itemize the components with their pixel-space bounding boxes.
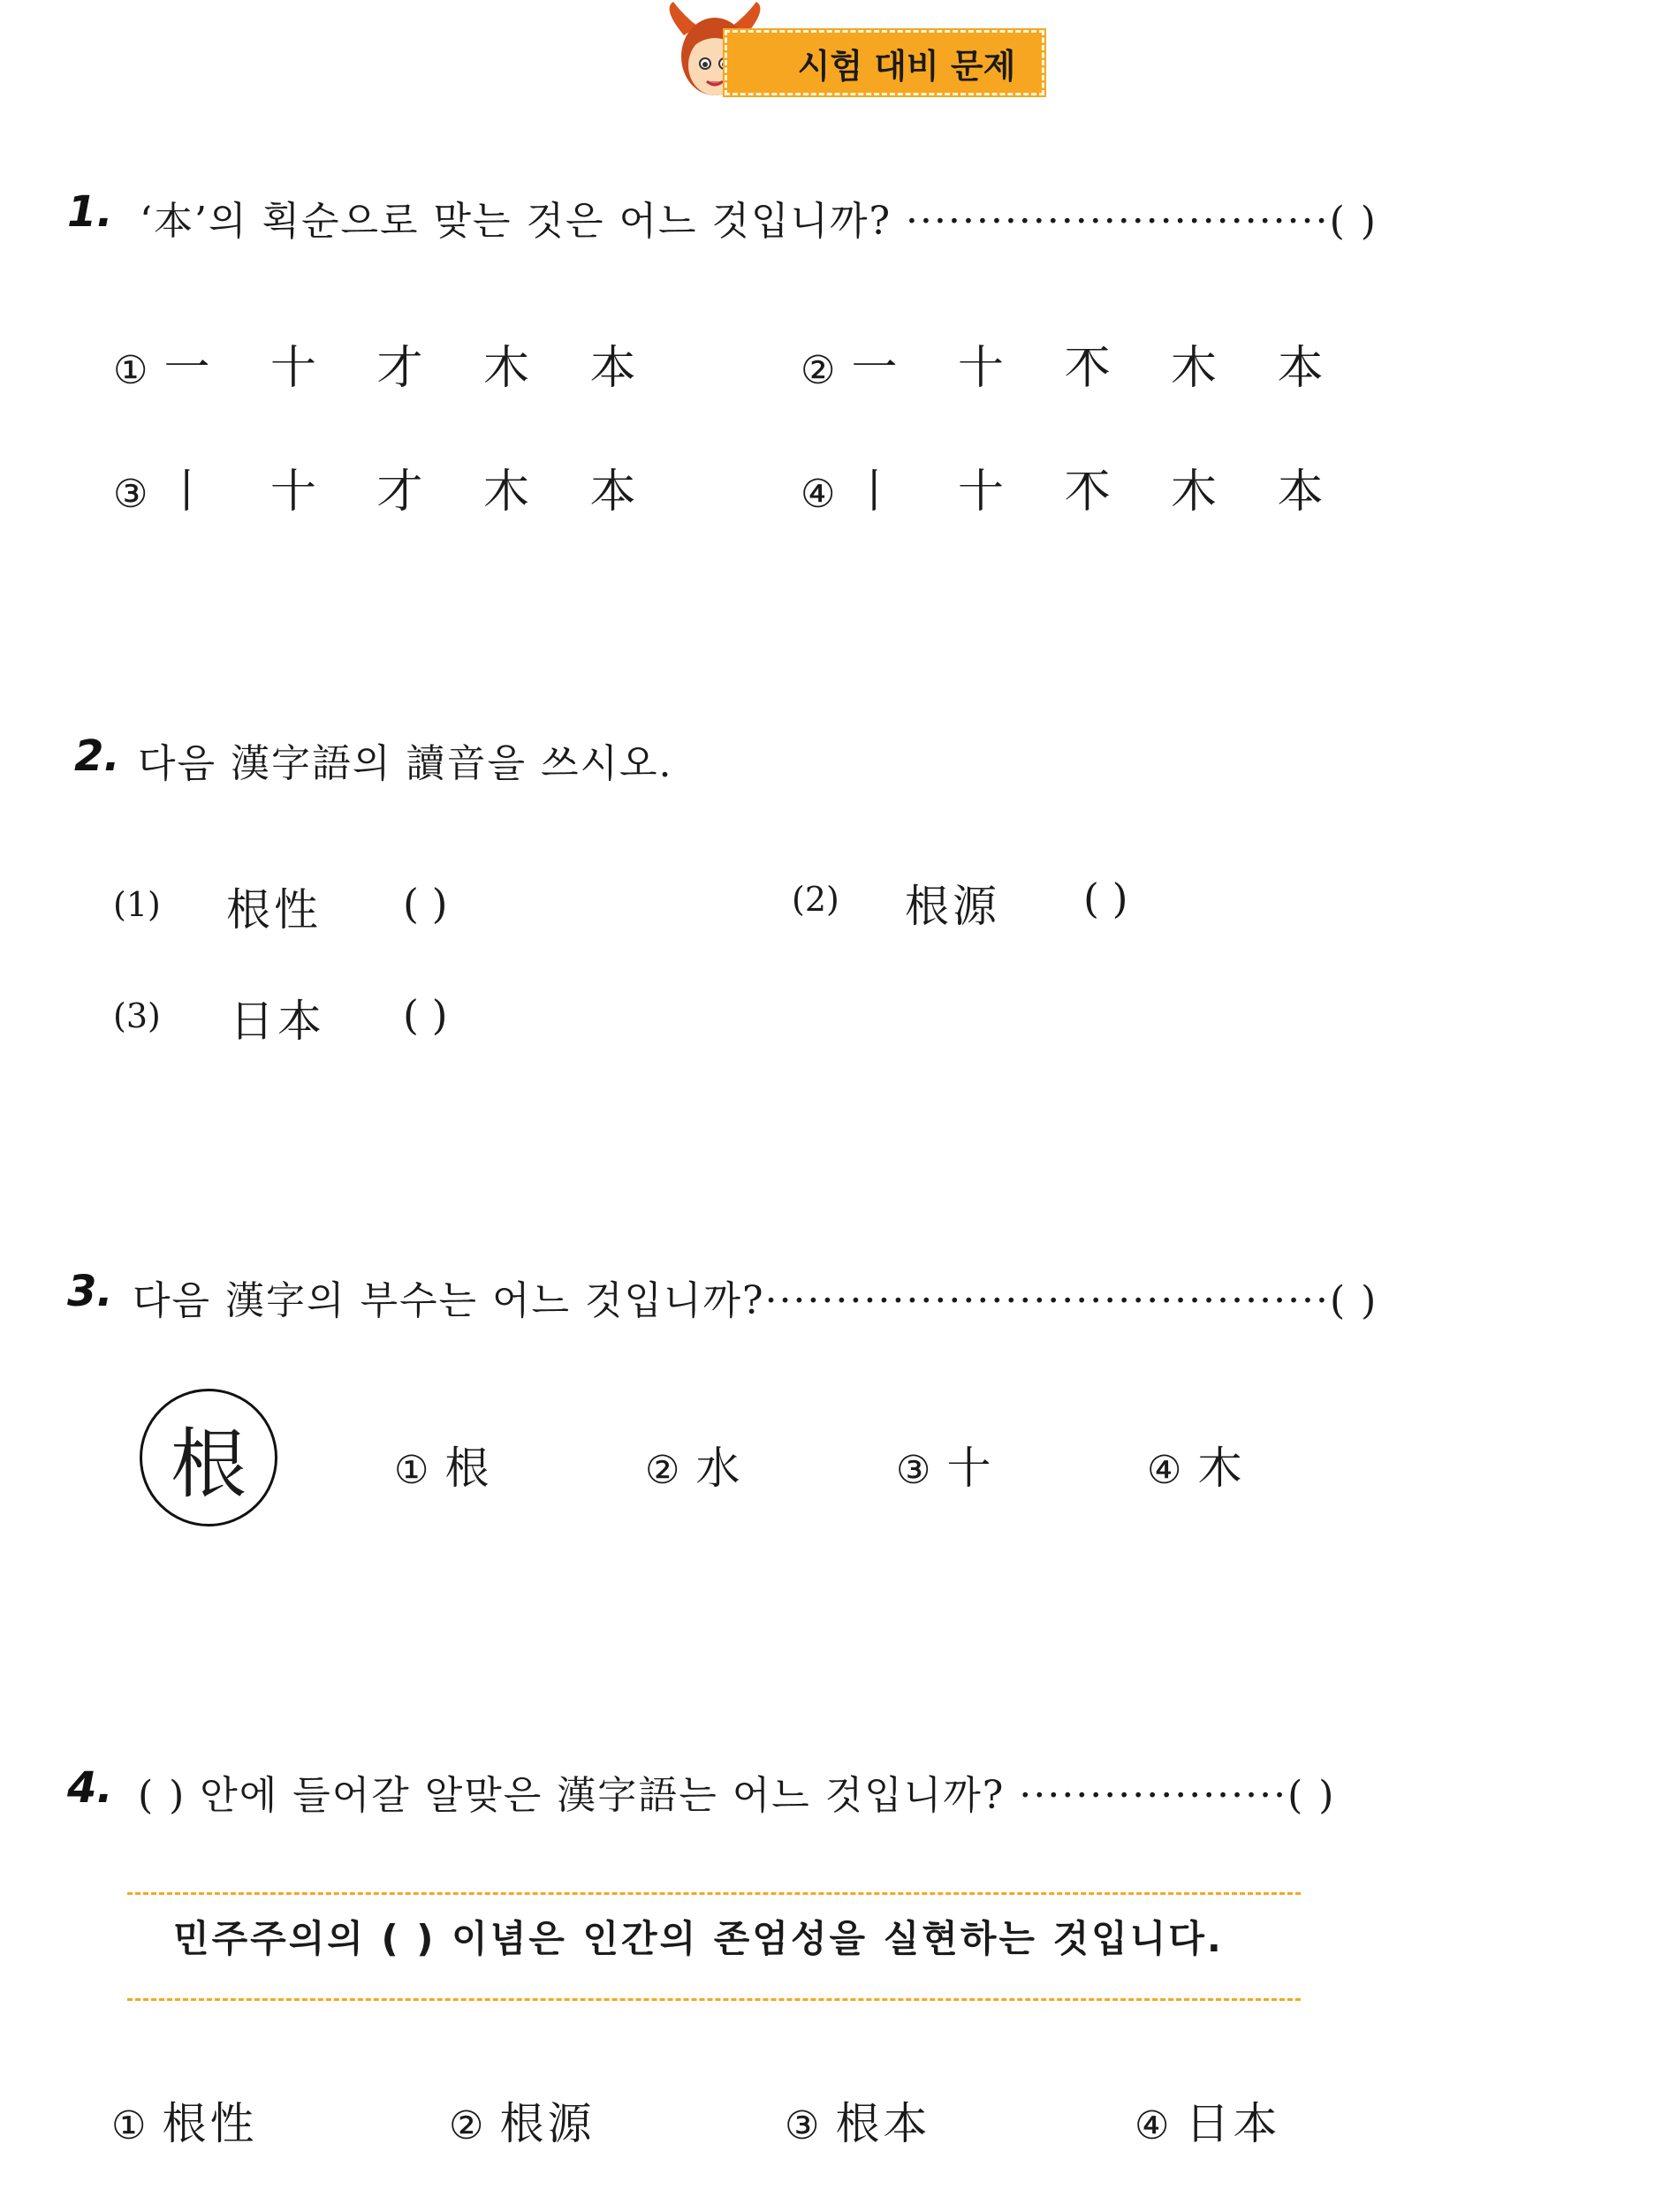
question-3-text: 다음 漢字의 부수는 어느 것입니까?········································( ) <box>133 1278 1378 1323</box>
q1-option-1-mark: ① <box>113 348 148 393</box>
q1-option-2[interactable] <box>801 330 1347 397</box>
q2-item-2-answer[interactable]: ( ) <box>1083 875 1128 922</box>
q3-option-3-mark: ③ <box>896 1448 931 1493</box>
radical-character-circle <box>140 1389 277 1526</box>
q2-item-1-label: (1) <box>113 885 161 924</box>
q2-item-1-answer[interactable]: ( ) <box>403 880 448 928</box>
q1-option-3[interactable] <box>113 454 659 520</box>
q1-option-1[interactable] <box>113 330 659 397</box>
q4-option-3-value: 根本 <box>835 2098 931 2149</box>
q2-item-2-label: (2) <box>792 880 839 919</box>
q3-option-3-value: 十 <box>946 1443 995 1494</box>
q1-option-4-strokes: 丨 十 𣎴 木 本 <box>851 466 1347 519</box>
q2-item-3-answer[interactable]: ( ) <box>403 991 448 1039</box>
section-title-badge <box>725 30 1044 95</box>
sentence-bottom-divider <box>127 1998 1301 2001</box>
q3-option-2[interactable] <box>645 1433 743 1496</box>
example-sentence: 민주주의의 ( ) 이념은 인간의 존엄성을 실현하는 것입니다. <box>173 1917 1224 1960</box>
q1-option-1-strokes: 一 十 才 木 本 <box>163 342 659 395</box>
q3-option-3[interactable] <box>896 1433 994 1496</box>
q2-item-3-word: 日本 <box>230 996 325 1047</box>
q4-option-3-mark: ③ <box>785 2103 820 2148</box>
question-4-text: ( ) 안에 들어갈 알맞은 漢字語는 어느 것입니까? ···················( ) <box>138 1773 1336 1818</box>
q4-option-4-mark: ④ <box>1135 2103 1170 2148</box>
q3-option-4-mark: ④ <box>1147 1448 1182 1493</box>
q4-option-3[interactable] <box>785 2088 930 2152</box>
q2-item-3-label: (3) <box>113 996 161 1035</box>
q3-option-1[interactable] <box>394 1433 492 1496</box>
sentence-top-divider <box>127 1892 1301 1895</box>
q3-option-4[interactable] <box>1147 1433 1245 1496</box>
question-1-number: 1. <box>67 187 113 237</box>
question-1-text: ‘本’의 획순으로 맞는 것은 어느 것입니까? ······························( ) <box>140 199 1378 244</box>
q4-option-2[interactable] <box>449 2088 595 2152</box>
q3-option-4-value: 木 <box>1197 1443 1246 1494</box>
q3-option-2-value: 水 <box>695 1443 744 1494</box>
q4-option-1-value: 根性 <box>162 2098 258 2149</box>
q1-option-2-mark: ② <box>801 348 836 393</box>
q1-option-4-mark: ④ <box>801 472 836 517</box>
q4-option-1[interactable] <box>111 2088 257 2152</box>
q4-option-1-mark: ① <box>111 2103 147 2148</box>
q4-option-2-value: 根源 <box>499 2098 596 2149</box>
q4-option-4-value: 日本 <box>1185 2098 1281 2149</box>
question-3-number: 3. <box>67 1267 113 1316</box>
q1-option-3-mark: ③ <box>113 472 148 517</box>
question-2-text: 다음 漢字語의 讀音을 쓰시오. <box>138 741 673 786</box>
q1-option-2-strokes: 一 十 𣎴 木 本 <box>851 342 1347 395</box>
q3-option-1-value: 根 <box>444 1443 493 1494</box>
question-2-number: 2. <box>74 731 120 781</box>
radical-character: 根 <box>171 1420 247 1509</box>
q3-option-2-mark: ② <box>645 1448 680 1493</box>
q2-item-1-word: 根性 <box>226 884 322 936</box>
q1-option-3-strokes: 丨 十 才 木 本 <box>163 466 659 519</box>
q2-item-2-word: 根源 <box>905 881 1000 932</box>
section-title: 시험 대비 문제 <box>797 46 1016 86</box>
q4-option-2-mark: ② <box>449 2103 484 2148</box>
q1-option-4[interactable] <box>801 454 1347 520</box>
question-4-number: 4. <box>67 1763 113 1813</box>
q4-option-4[interactable] <box>1135 2088 1280 2152</box>
q3-option-1-mark: ① <box>394 1448 429 1493</box>
